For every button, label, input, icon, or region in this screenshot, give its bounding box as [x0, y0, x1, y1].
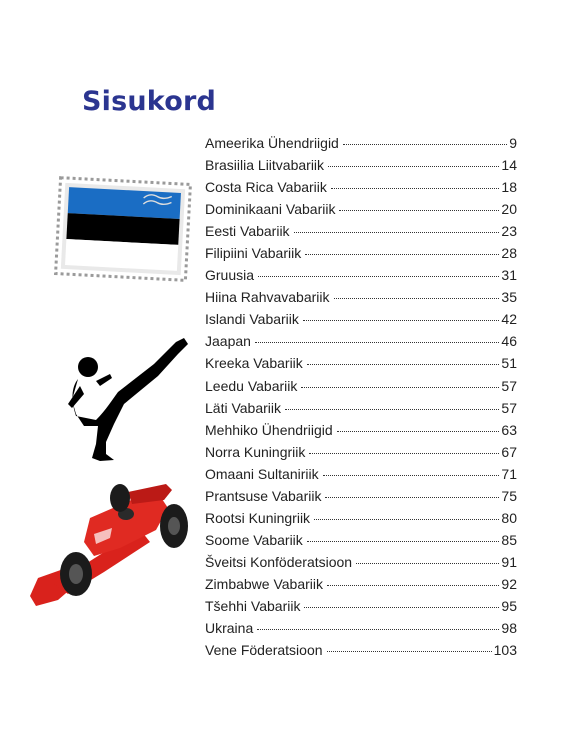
toc-page-number: 23	[501, 223, 517, 240]
formula-one-car-icon	[24, 478, 192, 613]
toc-entry-name: Soome Vabariik	[205, 531, 303, 548]
toc-dot-leader	[301, 373, 499, 388]
toc-entry-name: Costa Rica Vabariik	[205, 179, 327, 196]
toc-page-number: 98	[501, 620, 517, 637]
toc-entry-name: Rootsi Kuningriik	[205, 509, 311, 526]
toc-page-number: 57	[501, 399, 517, 416]
toc-page-number: 18	[501, 179, 517, 196]
page-title: Sisukord	[82, 86, 217, 117]
toc-dot-leader	[314, 505, 499, 520]
toc-dot-leader	[339, 196, 499, 211]
toc-page-number: 46	[501, 333, 517, 350]
toc-page-number: 28	[501, 245, 517, 262]
toc-dot-leader	[305, 240, 499, 255]
toc-entry-name: Filipiini Vabariik	[205, 245, 302, 262]
toc-dot-leader	[258, 262, 499, 277]
toc-page-number: 31	[501, 267, 517, 284]
toc-dot-leader	[303, 306, 500, 321]
toc-entry-name: Ameerika Ühendriigid	[205, 135, 339, 151]
toc-page-number: 42	[501, 311, 517, 328]
toc-entry-name: Mehhiko Ühendriigid	[205, 421, 333, 438]
toc-dot-leader	[331, 174, 500, 189]
toc-page-number: 51	[501, 355, 517, 372]
toc-entry-name: Eesti Vabariik	[205, 223, 290, 240]
toc-dot-leader	[285, 395, 499, 410]
toc-dot-leader	[327, 637, 492, 652]
toc-dot-leader	[304, 593, 499, 608]
toc-entry-name: Läti Vabariik	[205, 399, 282, 416]
toc-entry-name: Hiina Rahvavabariik	[205, 289, 330, 306]
toc-page-number: 57	[501, 377, 517, 394]
toc-entry-name: Leedu Vabariik	[205, 377, 298, 394]
toc-dot-leader	[343, 130, 507, 145]
toc-entry-name: Brasiilia Liitvabariik	[205, 157, 325, 174]
toc-page-number: 80	[501, 509, 517, 526]
toc-entry-name: Šveitsi Konföderatsioon	[205, 553, 353, 570]
toc-entry-name: Jaapan	[205, 333, 251, 350]
toc-page-number: 95	[501, 597, 517, 614]
toc-dot-leader	[294, 218, 500, 233]
toc-dot-leader	[334, 284, 500, 299]
toc-page-number: 67	[501, 443, 517, 460]
toc-dot-leader	[323, 461, 500, 476]
toc-dot-leader	[257, 615, 499, 630]
toc-entry-name: Vene Föderatsioon	[205, 642, 323, 659]
toc-entry-name: Gruusia	[205, 267, 255, 284]
estonian-flag-stamp-icon	[52, 175, 194, 283]
toc-dot-leader	[328, 152, 499, 167]
toc-page-number: 35	[501, 289, 517, 306]
toc-entry-name: Prantsuse Vabariik	[205, 487, 322, 504]
car-wheel-rim	[168, 517, 180, 535]
toc-dot-leader	[255, 328, 499, 343]
toc-page-number: 71	[501, 465, 517, 482]
toc-page-number: 91	[501, 553, 517, 570]
toc-entry-name: Omaani Sultaniriik	[205, 465, 319, 482]
toc-dot-leader	[307, 350, 500, 365]
toc-page-number: 103	[493, 642, 517, 659]
toc-page-number: 85	[501, 531, 517, 548]
car-rear-wing	[128, 484, 172, 504]
karate-body	[72, 338, 188, 461]
toc-dot-leader	[309, 439, 499, 454]
toc-entry-name: Ukraina	[205, 620, 254, 637]
toc-dot-leader	[337, 417, 500, 432]
toc-page-number: 20	[501, 201, 517, 218]
toc-page-number: 75	[501, 487, 517, 504]
toc-dot-leader	[307, 527, 500, 542]
toc-page-number: 14	[501, 157, 517, 174]
toc-entry-name: Zimbabwe Vabariik	[205, 575, 324, 592]
toc-entry-name: Norra Kuningriik	[205, 443, 306, 460]
car-wheel-rim	[69, 564, 83, 584]
toc-dot-leader	[327, 571, 499, 586]
toc-entry-name: Dominikaani Vabariik	[205, 201, 336, 218]
karate-kick-silhouette-icon	[66, 334, 190, 468]
karate-head	[78, 357, 98, 377]
karate-arm	[68, 386, 84, 408]
toc-entry-name: Kreeka Vabariik	[205, 355, 303, 372]
karate-arm	[96, 374, 112, 386]
toc-dot-leader	[325, 483, 499, 498]
toc-entry-name: Islandi Vabariik	[205, 311, 299, 328]
table-of-contents	[205, 133, 517, 662]
toc-page-number: 9	[509, 135, 517, 151]
toc-dot-leader	[356, 549, 499, 564]
toc-entry-name: Tšehhi Vabariik	[205, 597, 301, 614]
toc-page-number: 63	[501, 421, 517, 438]
toc-page-number: 92	[501, 575, 517, 592]
car-rear-left-wheel	[110, 484, 130, 512]
toc-entry	[205, 640, 517, 662]
